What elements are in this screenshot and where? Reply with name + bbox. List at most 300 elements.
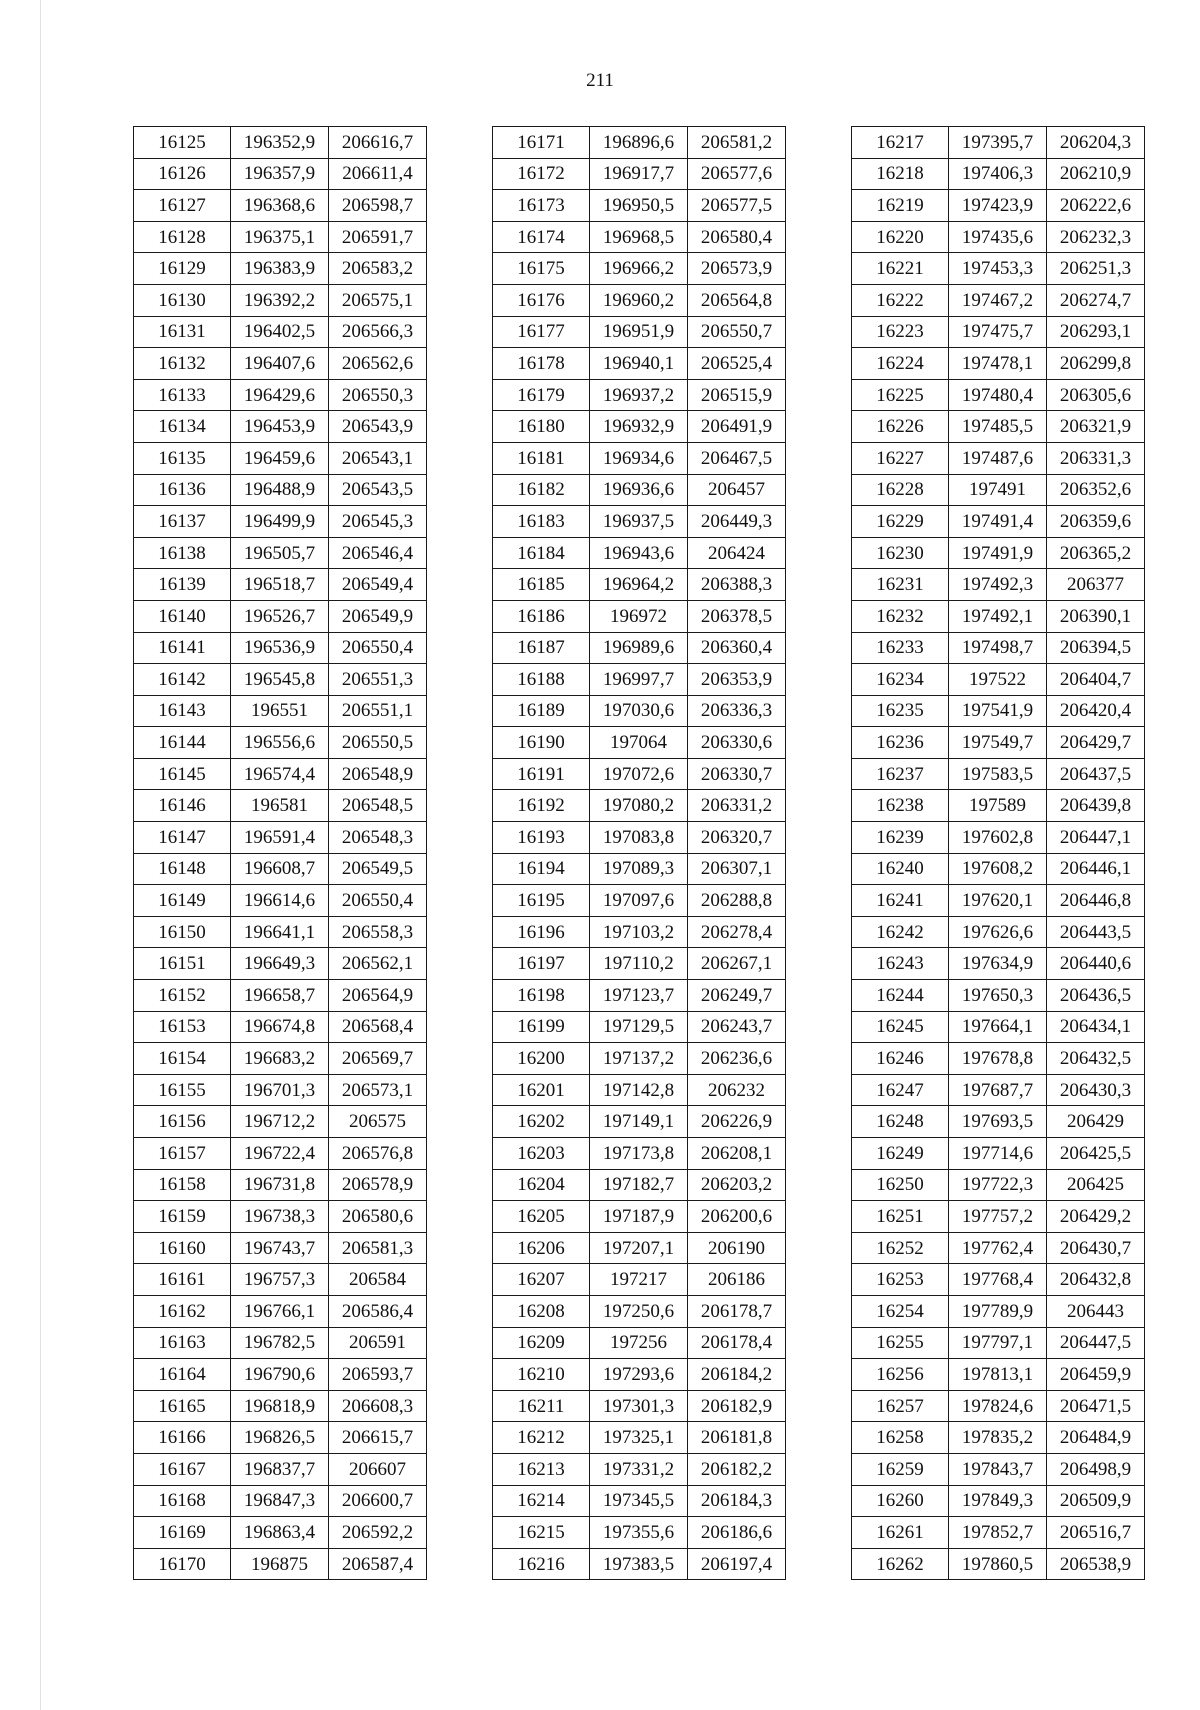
x-coordinate-cell: 197331,2	[590, 1453, 688, 1485]
point-number-cell: 16147	[134, 822, 231, 854]
table-row	[493, 664, 786, 696]
table-row	[134, 1011, 427, 1043]
table-row	[852, 695, 1145, 727]
table-row	[134, 790, 427, 822]
y-coordinate-cell: 206562,1	[329, 948, 427, 980]
point-number-cell: 16231	[852, 569, 949, 601]
point-number-cell: 16211	[493, 1390, 590, 1422]
y-coordinate-cell: 206226,9	[688, 1106, 786, 1138]
point-number-cell: 16234	[852, 664, 949, 696]
table-row	[493, 316, 786, 348]
table-row	[493, 221, 786, 253]
point-number-cell: 16202	[493, 1106, 590, 1138]
y-coordinate-cell: 206436,5	[1047, 980, 1145, 1012]
table-row	[852, 1295, 1145, 1327]
x-coordinate-cell: 197608,2	[949, 853, 1047, 885]
table-row	[852, 790, 1145, 822]
y-coordinate-cell: 206186	[688, 1264, 786, 1296]
point-number-cell: 16148	[134, 853, 231, 885]
point-number-cell: 16176	[493, 284, 590, 316]
y-coordinate-cell: 206616,7	[329, 127, 427, 159]
point-number-cell: 16151	[134, 948, 231, 980]
y-coordinate-cell: 206432,5	[1047, 1043, 1145, 1075]
point-number-cell: 16196	[493, 916, 590, 948]
point-number-cell: 16142	[134, 664, 231, 696]
point-number-cell: 16160	[134, 1232, 231, 1264]
y-coordinate-cell: 206365,2	[1047, 537, 1145, 569]
point-number-cell: 16219	[852, 190, 949, 222]
x-coordinate-cell: 197843,7	[949, 1453, 1047, 1485]
table-row	[134, 1169, 427, 1201]
point-number-cell: 16237	[852, 758, 949, 790]
x-coordinate-cell: 196375,1	[231, 221, 329, 253]
table-row	[134, 316, 427, 348]
table-row	[493, 253, 786, 285]
table-row	[493, 411, 786, 443]
y-coordinate-cell: 206576,8	[329, 1138, 427, 1170]
table-row	[493, 790, 786, 822]
table-row	[493, 980, 786, 1012]
y-coordinate-cell: 206593,7	[329, 1359, 427, 1391]
x-coordinate-cell: 196608,7	[231, 853, 329, 885]
x-coordinate-cell: 197250,6	[590, 1295, 688, 1327]
x-coordinate-cell: 196368,6	[231, 190, 329, 222]
table-row	[852, 1390, 1145, 1422]
y-coordinate-cell: 206181,8	[688, 1422, 786, 1454]
table-row	[134, 1264, 427, 1296]
point-number-cell: 16228	[852, 474, 949, 506]
table-row	[134, 1485, 427, 1517]
x-coordinate-cell: 196989,6	[590, 632, 688, 664]
x-coordinate-cell: 197395,7	[949, 127, 1047, 159]
x-coordinate-cell: 196782,5	[231, 1327, 329, 1359]
y-coordinate-cell: 206178,7	[688, 1295, 786, 1327]
table-row	[134, 1548, 427, 1580]
y-coordinate-cell: 206439,8	[1047, 790, 1145, 822]
x-coordinate-cell: 197626,6	[949, 916, 1047, 948]
x-coordinate-cell: 197355,6	[590, 1517, 688, 1549]
table-row	[852, 442, 1145, 474]
y-coordinate-cell: 206359,6	[1047, 506, 1145, 538]
table-row	[852, 948, 1145, 980]
x-coordinate-cell: 197797,1	[949, 1327, 1047, 1359]
table-row	[493, 1138, 786, 1170]
y-coordinate-cell: 206182,2	[688, 1453, 786, 1485]
point-number-cell: 16183	[493, 506, 590, 538]
x-coordinate-cell: 196352,9	[231, 127, 329, 159]
x-coordinate-cell: 197383,5	[590, 1548, 688, 1580]
table-row	[852, 980, 1145, 1012]
table-row	[493, 758, 786, 790]
table-row	[852, 1264, 1145, 1296]
y-coordinate-cell: 206390,1	[1047, 600, 1145, 632]
y-coordinate-cell: 206550,5	[329, 727, 427, 759]
y-coordinate-cell: 206446,1	[1047, 853, 1145, 885]
table-row	[134, 695, 427, 727]
point-number-cell: 16134	[134, 411, 231, 443]
point-number-cell: 16200	[493, 1043, 590, 1075]
point-number-cell: 16137	[134, 506, 231, 538]
y-coordinate-cell: 206243,7	[688, 1011, 786, 1043]
x-coordinate-cell: 197103,2	[590, 916, 688, 948]
y-coordinate-cell: 206378,5	[688, 600, 786, 632]
point-number-cell: 16203	[493, 1138, 590, 1170]
table-row	[852, 284, 1145, 316]
x-coordinate-cell: 196518,7	[231, 569, 329, 601]
x-coordinate-cell: 196614,6	[231, 885, 329, 917]
y-coordinate-cell: 206208,1	[688, 1138, 786, 1170]
y-coordinate-cell: 206467,5	[688, 442, 786, 474]
point-number-cell: 16240	[852, 853, 949, 885]
point-number-cell: 16184	[493, 537, 590, 569]
x-coordinate-cell: 197064	[590, 727, 688, 759]
point-number-cell: 16188	[493, 664, 590, 696]
point-number-cell: 16178	[493, 348, 590, 380]
table-row	[134, 600, 427, 632]
y-coordinate-cell: 206575	[329, 1106, 427, 1138]
x-coordinate-cell: 196932,9	[590, 411, 688, 443]
point-number-cell: 16157	[134, 1138, 231, 1170]
point-number-cell: 16250	[852, 1169, 949, 1201]
table-row	[134, 569, 427, 601]
y-coordinate-cell: 206580,6	[329, 1201, 427, 1233]
point-number-cell: 16131	[134, 316, 231, 348]
x-coordinate-cell: 196875	[231, 1548, 329, 1580]
table-row	[493, 1327, 786, 1359]
x-coordinate-cell: 196488,9	[231, 474, 329, 506]
point-number-cell: 16201	[493, 1074, 590, 1106]
x-coordinate-cell: 196847,3	[231, 1485, 329, 1517]
x-coordinate-cell: 197030,6	[590, 695, 688, 727]
table-row	[852, 474, 1145, 506]
point-number-cell: 16190	[493, 727, 590, 759]
table-row	[134, 1074, 427, 1106]
y-coordinate-cell: 206190	[688, 1232, 786, 1264]
x-coordinate-cell: 196499,9	[231, 506, 329, 538]
point-number-cell: 16218	[852, 158, 949, 190]
point-number-cell: 16126	[134, 158, 231, 190]
table-row	[852, 1359, 1145, 1391]
table-row	[852, 1517, 1145, 1549]
x-coordinate-cell: 197480,4	[949, 379, 1047, 411]
y-coordinate-cell: 206573,1	[329, 1074, 427, 1106]
table-row	[493, 1011, 786, 1043]
table-row	[134, 664, 427, 696]
table-row	[852, 916, 1145, 948]
point-number-cell: 16235	[852, 695, 949, 727]
table-row	[134, 537, 427, 569]
y-coordinate-cell: 206558,3	[329, 916, 427, 948]
table-row	[493, 537, 786, 569]
table-row	[134, 253, 427, 285]
table-row	[852, 1485, 1145, 1517]
x-coordinate-cell: 197498,7	[949, 632, 1047, 664]
x-coordinate-cell: 196937,2	[590, 379, 688, 411]
x-coordinate-cell: 197173,8	[590, 1138, 688, 1170]
x-coordinate-cell: 196392,2	[231, 284, 329, 316]
table-row	[852, 190, 1145, 222]
x-coordinate-cell: 197650,3	[949, 980, 1047, 1012]
table-row	[134, 1390, 427, 1422]
x-coordinate-cell: 197083,8	[590, 822, 688, 854]
y-coordinate-cell: 206447,5	[1047, 1327, 1145, 1359]
table-row	[852, 221, 1145, 253]
y-coordinate-cell: 206184,2	[688, 1359, 786, 1391]
point-number-cell: 16245	[852, 1011, 949, 1043]
x-coordinate-cell: 197475,7	[949, 316, 1047, 348]
x-coordinate-cell: 197583,5	[949, 758, 1047, 790]
x-coordinate-cell: 196818,9	[231, 1390, 329, 1422]
x-coordinate-cell: 196896,6	[590, 127, 688, 159]
x-coordinate-cell: 197678,8	[949, 1043, 1047, 1075]
y-coordinate-cell: 206538,9	[1047, 1548, 1145, 1580]
y-coordinate-cell: 206443	[1047, 1295, 1145, 1327]
point-number-cell: 16171	[493, 127, 590, 159]
y-coordinate-cell: 206430,7	[1047, 1232, 1145, 1264]
table-row	[493, 1201, 786, 1233]
point-number-cell: 16221	[852, 253, 949, 285]
x-coordinate-cell: 197824,6	[949, 1390, 1047, 1422]
point-number-cell: 16242	[852, 916, 949, 948]
point-number-cell: 16182	[493, 474, 590, 506]
y-coordinate-cell: 206200,6	[688, 1201, 786, 1233]
x-coordinate-cell: 196936,6	[590, 474, 688, 506]
point-number-cell: 16215	[493, 1517, 590, 1549]
y-coordinate-cell: 206274,7	[1047, 284, 1145, 316]
y-coordinate-cell: 206551,1	[329, 695, 427, 727]
table-row	[134, 916, 427, 948]
point-number-cell: 16173	[493, 190, 590, 222]
y-coordinate-cell: 206550,4	[329, 885, 427, 917]
y-coordinate-cell: 206516,7	[1047, 1517, 1145, 1549]
x-coordinate-cell: 197187,9	[590, 1201, 688, 1233]
table-row	[852, 1043, 1145, 1075]
point-number-cell: 16246	[852, 1043, 949, 1075]
table-row	[493, 822, 786, 854]
point-number-cell: 16169	[134, 1517, 231, 1549]
x-coordinate-cell: 197301,3	[590, 1390, 688, 1422]
table-row	[493, 1295, 786, 1327]
table-row	[134, 158, 427, 190]
table-row	[493, 1485, 786, 1517]
y-coordinate-cell: 206440,6	[1047, 948, 1145, 980]
x-coordinate-cell: 196407,6	[231, 348, 329, 380]
point-number-cell: 16186	[493, 600, 590, 632]
point-number-cell: 16153	[134, 1011, 231, 1043]
y-coordinate-cell: 206232,3	[1047, 221, 1145, 253]
x-coordinate-cell: 197072,6	[590, 758, 688, 790]
table-row	[852, 822, 1145, 854]
x-coordinate-cell: 196556,6	[231, 727, 329, 759]
x-coordinate-cell: 196863,4	[231, 1517, 329, 1549]
y-coordinate-cell: 206288,8	[688, 885, 786, 917]
table-row	[852, 1453, 1145, 1485]
point-number-cell: 16166	[134, 1422, 231, 1454]
table-row	[134, 411, 427, 443]
x-coordinate-cell: 196453,9	[231, 411, 329, 443]
point-number-cell: 16193	[493, 822, 590, 854]
y-coordinate-cell: 206459,9	[1047, 1359, 1145, 1391]
y-coordinate-cell: 206543,9	[329, 411, 427, 443]
y-coordinate-cell: 206429	[1047, 1106, 1145, 1138]
y-coordinate-cell: 206432,8	[1047, 1264, 1145, 1296]
table-row	[134, 1295, 427, 1327]
point-number-cell: 16185	[493, 569, 590, 601]
table-row	[493, 1074, 786, 1106]
y-coordinate-cell: 206182,9	[688, 1390, 786, 1422]
x-coordinate-cell: 196966,2	[590, 253, 688, 285]
y-coordinate-cell: 206320,7	[688, 822, 786, 854]
table-row	[852, 1232, 1145, 1264]
y-coordinate-cell: 206360,4	[688, 632, 786, 664]
table-row	[134, 379, 427, 411]
point-number-cell: 16204	[493, 1169, 590, 1201]
y-coordinate-cell: 206615,7	[329, 1422, 427, 1454]
point-number-cell: 16258	[852, 1422, 949, 1454]
x-coordinate-cell: 197485,5	[949, 411, 1047, 443]
point-number-cell: 16167	[134, 1453, 231, 1485]
y-coordinate-cell: 206525,4	[688, 348, 786, 380]
table-row	[134, 948, 427, 980]
point-number-cell: 16222	[852, 284, 949, 316]
x-coordinate-cell: 197852,7	[949, 1517, 1047, 1549]
point-number-cell: 16129	[134, 253, 231, 285]
table-row	[493, 727, 786, 759]
table-row	[852, 411, 1145, 443]
table-row	[493, 1453, 786, 1485]
y-coordinate-cell: 206430,3	[1047, 1074, 1145, 1106]
point-number-cell: 16187	[493, 632, 590, 664]
table-row	[852, 348, 1145, 380]
y-coordinate-cell: 206598,7	[329, 190, 427, 222]
y-coordinate-cell: 206471,5	[1047, 1390, 1145, 1422]
point-number-cell: 16251	[852, 1201, 949, 1233]
point-number-cell: 16255	[852, 1327, 949, 1359]
point-number-cell: 16214	[493, 1485, 590, 1517]
x-coordinate-cell: 196940,1	[590, 348, 688, 380]
coordinate-table-3	[851, 126, 1145, 1580]
point-number-cell: 16132	[134, 348, 231, 380]
point-number-cell: 16208	[493, 1295, 590, 1327]
y-coordinate-cell: 206550,7	[688, 316, 786, 348]
table-row	[134, 1201, 427, 1233]
table-row	[493, 284, 786, 316]
x-coordinate-cell: 196658,7	[231, 980, 329, 1012]
table-row	[493, 885, 786, 917]
x-coordinate-cell: 196683,2	[231, 1043, 329, 1075]
point-number-cell: 16209	[493, 1327, 590, 1359]
x-coordinate-cell: 196968,5	[590, 221, 688, 253]
y-coordinate-cell: 206546,4	[329, 537, 427, 569]
table-row	[134, 221, 427, 253]
y-coordinate-cell: 206548,5	[329, 790, 427, 822]
y-coordinate-cell: 206293,1	[1047, 316, 1145, 348]
x-coordinate-cell: 196712,2	[231, 1106, 329, 1138]
x-coordinate-cell: 196960,2	[590, 284, 688, 316]
x-coordinate-cell: 196581	[231, 790, 329, 822]
x-coordinate-cell: 196826,5	[231, 1422, 329, 1454]
table-row	[134, 980, 427, 1012]
y-coordinate-cell: 206549,9	[329, 600, 427, 632]
table-row	[493, 600, 786, 632]
y-coordinate-cell: 206352,6	[1047, 474, 1145, 506]
table-row	[852, 1422, 1145, 1454]
point-number-cell: 16133	[134, 379, 231, 411]
y-coordinate-cell: 206564,9	[329, 980, 427, 1012]
point-number-cell: 16226	[852, 411, 949, 443]
coordinate-table-1	[133, 126, 427, 1580]
x-coordinate-cell: 197835,2	[949, 1422, 1047, 1454]
table-row	[134, 632, 427, 664]
y-coordinate-cell: 206424	[688, 537, 786, 569]
point-number-cell: 16139	[134, 569, 231, 601]
table-row	[852, 1138, 1145, 1170]
x-coordinate-cell: 196505,7	[231, 537, 329, 569]
y-coordinate-cell: 206321,9	[1047, 411, 1145, 443]
table-row	[852, 664, 1145, 696]
table-row	[493, 379, 786, 411]
x-coordinate-cell: 196402,5	[231, 316, 329, 348]
y-coordinate-cell: 206222,6	[1047, 190, 1145, 222]
x-coordinate-cell: 197492,3	[949, 569, 1047, 601]
point-number-cell: 16152	[134, 980, 231, 1012]
point-number-cell: 16175	[493, 253, 590, 285]
point-number-cell: 16220	[852, 221, 949, 253]
x-coordinate-cell: 196934,6	[590, 442, 688, 474]
point-number-cell: 16192	[493, 790, 590, 822]
y-coordinate-cell: 206307,1	[688, 853, 786, 885]
x-coordinate-cell: 197435,6	[949, 221, 1047, 253]
point-number-cell: 16253	[852, 1264, 949, 1296]
y-coordinate-cell: 206543,1	[329, 442, 427, 474]
x-coordinate-cell: 197762,4	[949, 1232, 1047, 1264]
table-row	[852, 758, 1145, 790]
table-row	[852, 379, 1145, 411]
y-coordinate-cell: 206388,3	[688, 569, 786, 601]
table-row	[493, 1359, 786, 1391]
y-coordinate-cell: 206545,3	[329, 506, 427, 538]
y-coordinate-cell: 206447,1	[1047, 822, 1145, 854]
point-number-cell: 16146	[134, 790, 231, 822]
point-number-cell: 16232	[852, 600, 949, 632]
y-coordinate-cell: 206331,2	[688, 790, 786, 822]
point-number-cell: 16261	[852, 1517, 949, 1549]
point-number-cell: 16247	[852, 1074, 949, 1106]
y-coordinate-cell: 206425,5	[1047, 1138, 1145, 1170]
table-row	[852, 253, 1145, 285]
x-coordinate-cell: 197602,8	[949, 822, 1047, 854]
table-row	[134, 1232, 427, 1264]
x-coordinate-cell: 197149,1	[590, 1106, 688, 1138]
y-coordinate-cell: 206203,2	[688, 1169, 786, 1201]
table-row	[493, 632, 786, 664]
y-coordinate-cell: 206404,7	[1047, 664, 1145, 696]
point-number-cell: 16150	[134, 916, 231, 948]
point-number-cell: 16143	[134, 695, 231, 727]
point-number-cell: 16207	[493, 1264, 590, 1296]
x-coordinate-cell: 196649,3	[231, 948, 329, 980]
x-coordinate-cell: 197849,3	[949, 1485, 1047, 1517]
point-number-cell: 16236	[852, 727, 949, 759]
y-coordinate-cell: 206278,4	[688, 916, 786, 948]
table-row	[493, 948, 786, 980]
x-coordinate-cell: 197453,3	[949, 253, 1047, 285]
x-coordinate-cell: 197664,1	[949, 1011, 1047, 1043]
x-coordinate-cell: 196383,9	[231, 253, 329, 285]
y-coordinate-cell: 206611,4	[329, 158, 427, 190]
y-coordinate-cell: 206608,3	[329, 1390, 427, 1422]
point-number-cell: 16165	[134, 1390, 231, 1422]
